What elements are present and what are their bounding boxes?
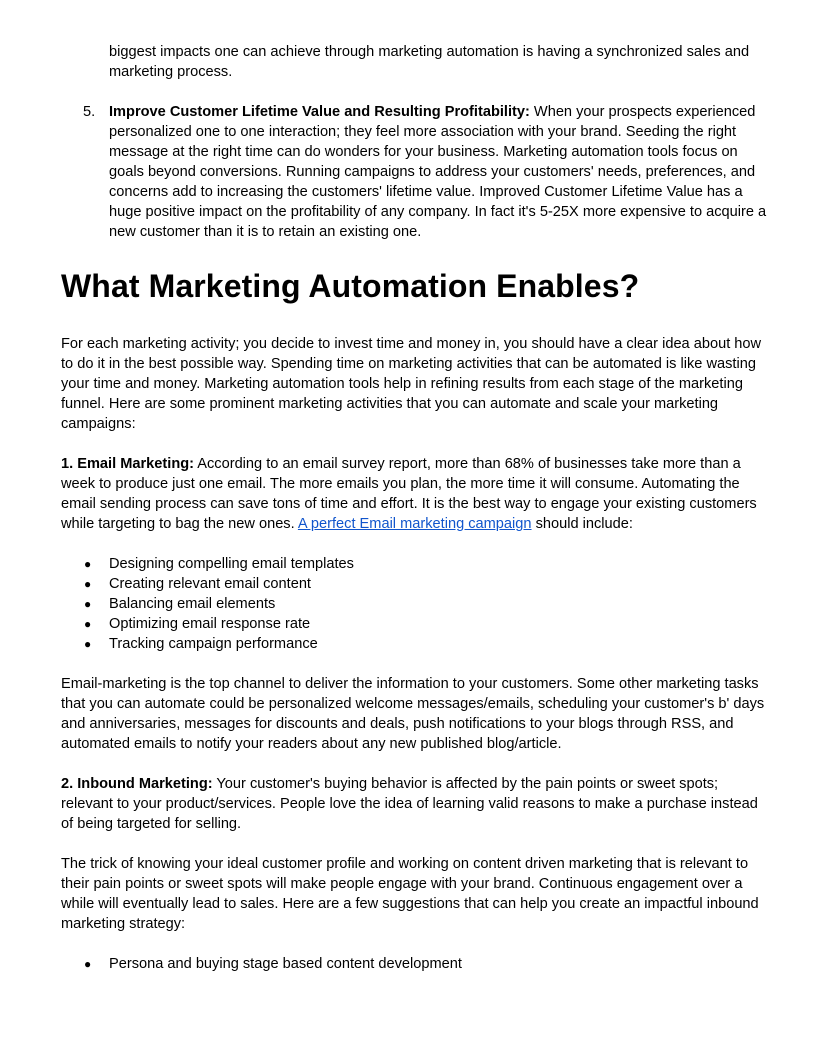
email-marketing-title: 1. Email Marketing:: [61, 456, 195, 472]
inbound-marketing-text: Your customer's buying behavior is affected by the pain points or sweet spots; relevant to your product/services. People love the idea of learning valid reasons to make a purchase instead of being targeted for selling.: [61, 776, 758, 832]
paragraph-email-channel: Email-marketing is the top channel to deliver the information to your customers. Some other marketing tasks that you can automate could be personalized welcome messages/emails, scheduling your customer's b' days and anniversaries, messages for discounts and deals, push notifications to your blogs through RSS, and automated emails to notify your readers about any new published blog/article.: [61, 676, 765, 752]
bullet-icon: ●: [84, 637, 92, 651]
list-item: ● Persona and buying stage based content development: [84, 956, 462, 972]
list-item: ● Creating relevant email content: [84, 576, 311, 592]
intro-continuation: biggest impacts one can achieve through marketing automation is having a synchronized sales and marketing process.: [109, 44, 750, 80]
list-item: ● Balancing email elements: [84, 596, 276, 612]
list-item-5-text: [109, 102, 773, 242]
list-number: 5.: [83, 104, 96, 120]
list-item-5-title: Improve Customer Lifetime Value and Resulting Profitability:: [109, 104, 530, 120]
email-bullet-list: [61, 554, 773, 654]
email-marketing-text: According to an email survey report, more than 68% of businesses take more than a week to produce just one email. The more emails you plan, the more time it will consume. Automating the email sending process can save tons of time and effort. It is the best way to engage your existing customers while targeting to bag the new ones.: [61, 456, 757, 532]
bullet-icon: ●: [84, 957, 92, 971]
document-page: [61, 42, 773, 974]
list-item-5-body: When your prospects experienced personalized one to one interaction; they feel more association with your brand. Seeding the right message at the right time can do wonders for your business. Marketing automation tools focus on goals beyond conversions. Running campaigns to address your customers' needs, preferences, and concerns add to increasing the customers' lifetime value. Improved Customer Lifetime Value has a huge positive impact on the profitability of any company. In fact it's 5-25X more expensive to acquire a new customer than it is to retain an existing one.: [109, 104, 767, 240]
bullet-icon: ●: [84, 597, 92, 611]
section-heading: What Marketing Automation Enables?: [61, 268, 640, 304]
bullet-icon: ●: [84, 577, 92, 591]
list-item: ● Optimizing email response rate: [84, 616, 311, 632]
list-item: ● Tracking campaign performance: [84, 636, 318, 652]
paragraph-intro: For each marketing activity; you decide to invest time and money in, you should have a clear idea about how to do it in the best possible way. Spending time on marketing activities that can be automated is like wasting your time and money. Marketing automation tools help in refining results from each stage of the marketing funnel. Here are some prominent marketing activities that you can automate and scale your marketing campaigns:: [61, 336, 762, 432]
list-item: ● Designing compelling email templates: [84, 556, 354, 572]
email-marketing-text-end: should include:: [531, 516, 633, 532]
inbound-bullet-list: [61, 954, 773, 974]
bullet-icon: ●: [84, 557, 92, 571]
paragraph-trick: The trick of knowing your ideal customer profile and working on content driven marketing that is relevant to their pain points or sweet spots will make people engage with your brand. Continuous engagement over a while will eventually lead to sales. Here are a few suggestions that can help you create an impactful inbound marketing strategy:: [61, 856, 759, 932]
bullet-icon: ●: [84, 617, 92, 631]
list-item-5: [61, 102, 773, 242]
paragraph-inbound-marketing: [61, 774, 773, 834]
inbound-marketing-title: 2. Inbound Marketing:: [61, 776, 213, 792]
paragraph-email-marketing: [61, 454, 773, 534]
email-campaign-link[interactable]: A perfect Email marketing campaign: [297, 516, 532, 532]
